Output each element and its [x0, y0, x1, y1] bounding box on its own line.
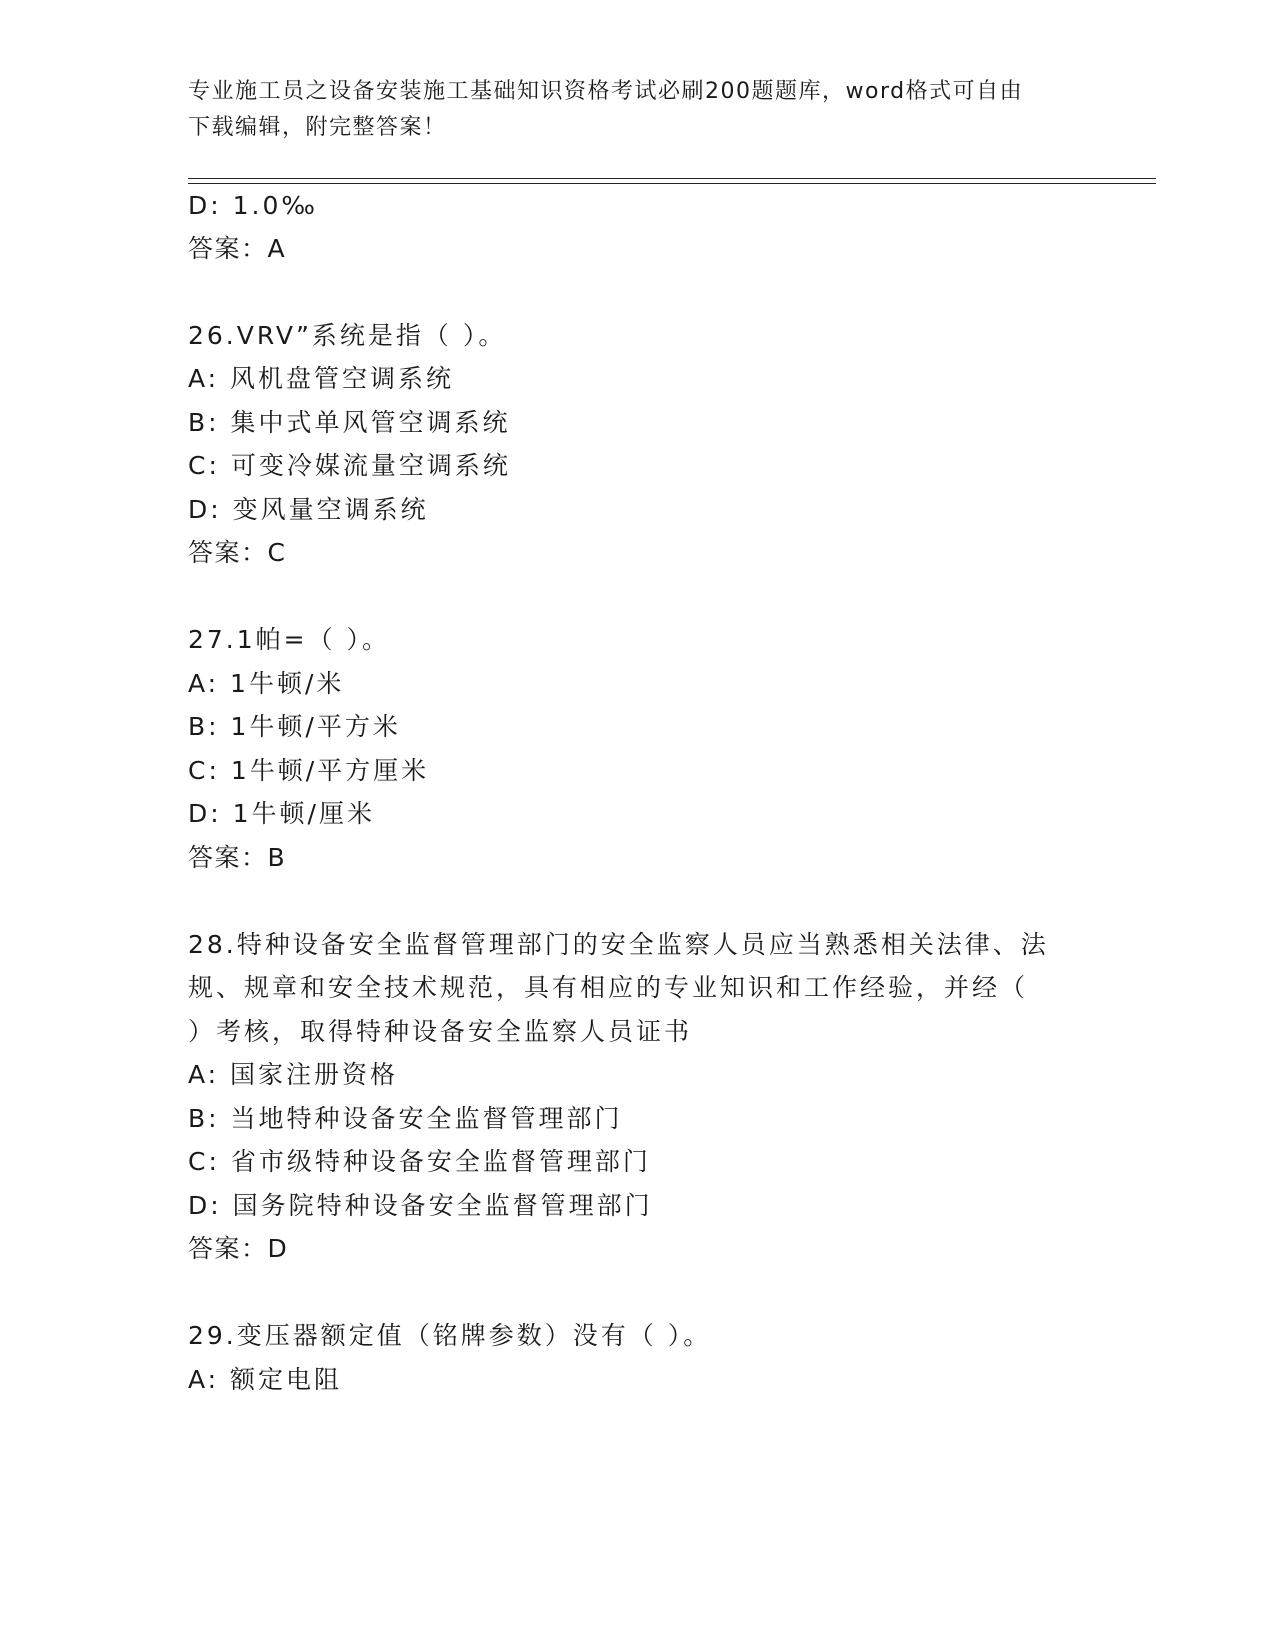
q28-option-c: C: 省市级特种设备安全监督管理部门: [188, 1147, 651, 1176]
q28-answer: 答案：D: [188, 1234, 289, 1263]
q28-stem-line-3: ）考核，取得特种设备安全监察人员证书: [188, 1017, 693, 1046]
q28-option-b: B: 当地特种设备安全监督管理部门: [188, 1104, 623, 1133]
document-header: [188, 74, 1068, 146]
q27-answer: 答案：B: [188, 843, 287, 872]
header-line-2: 下载编辑，附完整答案！: [188, 115, 447, 140]
q27-option-c: C: 1牛顿/平方厘米: [188, 756, 430, 785]
header-divider-top: [188, 178, 1156, 179]
header-line-1: 专业施工员之设备安装施工基础知识资格考试必刷200题题库，word格式可自由: [188, 79, 1024, 104]
q26-answer: 答案：C: [188, 538, 287, 567]
q26-option-b: B: 集中式单风管空调系统: [188, 408, 511, 437]
q28-stem-line-2: 规、规章和安全技术规范，具有相应的专业知识和工作经验，并经（: [188, 973, 1029, 1002]
q26-option-a: A: 风机盘管空调系统: [188, 364, 455, 393]
q27-option-d: D: 1牛顿/厘米: [188, 799, 375, 828]
q29-stem: 29.变压器额定值（铭牌参数）没有（ ）。: [188, 1321, 712, 1350]
q26-option-d: D: 变风量空调系统: [188, 495, 429, 524]
q26-option-c: C: 可变冷媒流量空调系统: [188, 451, 511, 480]
q28-stem-line-1: 28.特种设备安全监督管理部门的安全监察人员应当熟悉相关法律、法: [188, 930, 1049, 959]
q25-answer: 答案：A: [188, 234, 287, 263]
q28-option-a: A: 国家注册资格: [188, 1060, 399, 1089]
q29-option-a: A: 额定电阻: [188, 1365, 343, 1394]
q27-option-b: B: 1牛顿/平方米: [188, 712, 401, 741]
header-divider-bottom: [188, 183, 1156, 184]
q25-option-d: D: 1.0‰: [188, 191, 318, 220]
q26-stem: 26.VRV”系统是指（ ）。: [188, 321, 507, 350]
q27-stem: 27.1帕=（ ）。: [188, 625, 391, 654]
q27-option-a: A: 1牛顿/米: [188, 669, 345, 698]
q28-option-d: D: 国务院特种设备安全监督管理部门: [188, 1191, 653, 1220]
